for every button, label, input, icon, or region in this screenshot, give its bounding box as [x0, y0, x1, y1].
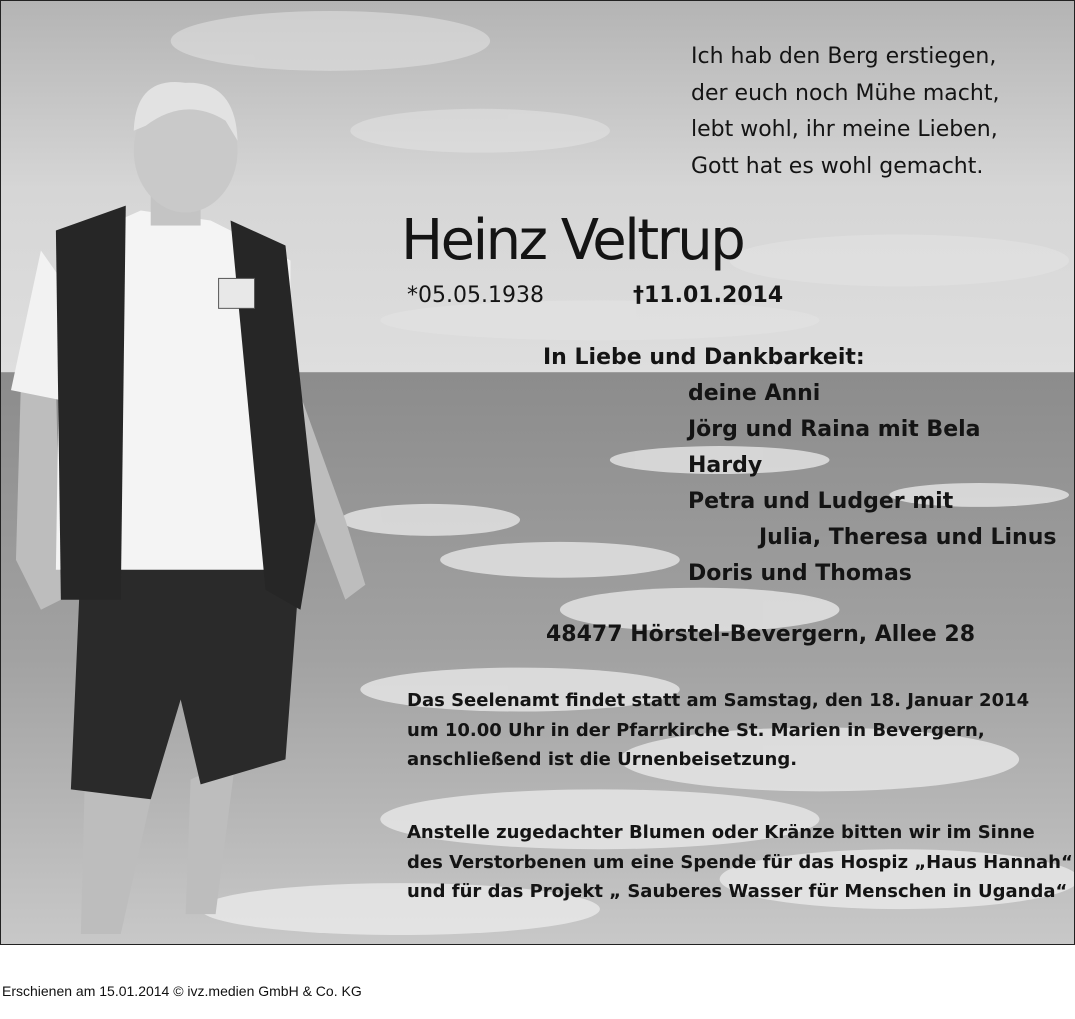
- donation-line: und für das Projekt „ Sauberes Wasser für Menschen in Uganda“: [407, 881, 1068, 902]
- donation-line: des Verstorbenen um eine Spende für das Hospiz „Haus Hannah“: [407, 851, 1073, 873]
- death-date: †11.01.2014: [633, 283, 784, 308]
- service-line: anschließend ist die Urnenbeisetzung.: [407, 749, 798, 770]
- mourners-intro: In Liebe und Dankbarkeit:: [543, 345, 865, 370]
- publication-footer: Erschienen am 15.01.2014 © ivz.medien GmbH & Co. KG: [2, 983, 362, 999]
- mourner-line: deine Anni: [688, 381, 821, 406]
- mourner-line: Petra und Ludger mit: [688, 489, 954, 514]
- mourner-line: Julia, Theresa und Linus: [759, 525, 1057, 550]
- birth-date: *05.05.1938: [407, 283, 544, 308]
- service-line: um 10.00 Uhr in der Pfarrkirche St. Marien in Bevergern,: [407, 719, 985, 741]
- address: 48477 Hörstel-Bevergern, Allee 28: [546, 622, 975, 647]
- deceased-name: Heinz Veltrup: [401, 208, 744, 273]
- poem-line: lebt wohl, ihr meine Lieben,: [691, 117, 998, 142]
- service-paragraph: [407, 686, 1029, 775]
- poem-line: Gott hat es wohl gemacht.: [691, 153, 984, 179]
- donation-line: Anstelle zugedachter Blumen oder Kränze bitten wir im Sinne: [407, 822, 1035, 843]
- mourner-line: Doris und Thomas: [688, 561, 912, 586]
- mourner-line: Jörg und Raina mit Bela: [688, 417, 981, 442]
- poem-line: Ich hab den Berg erstiegen,: [691, 44, 997, 69]
- poem-line: der euch noch Mühe macht,: [691, 80, 1000, 106]
- poem: [691, 39, 999, 185]
- mourner-line: Hardy: [688, 453, 763, 478]
- donation-paragraph: [407, 818, 1073, 907]
- service-line: Das Seelenamt findet statt am Samstag, den 18. Januar 2014: [407, 690, 1030, 711]
